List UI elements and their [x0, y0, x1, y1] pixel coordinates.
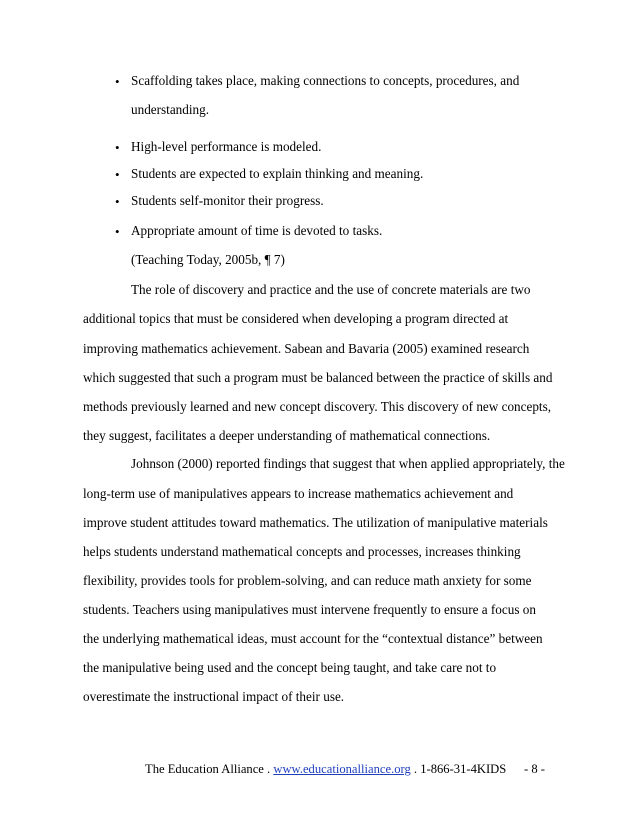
- bullet-text: High-level performance is modeled.: [131, 139, 322, 154]
- bullet-icon: •: [115, 74, 120, 89]
- paragraph-line: overestimate the instructional impact of their use.: [83, 689, 345, 704]
- bullet-icon: •: [115, 167, 120, 182]
- paragraph-line: flexibility, provides tools for problem-solving, and can reduce math anxiety for some: [83, 573, 532, 588]
- paragraph-line: Johnson (2000) reported findings that suggest that when applied appropriately, the: [131, 456, 565, 471]
- paragraph-line: methods previously learned and new concept discovery. This discovery of new concepts,: [83, 399, 552, 414]
- page-number: - 8 -: [524, 762, 545, 776]
- bullet-icon: •: [115, 224, 120, 239]
- paragraph-line: helps students understand mathematical concepts and processes, increases thinking: [83, 544, 521, 559]
- bullet-text: Appropriate amount of time is devoted to tasks.: [131, 223, 383, 238]
- paragraph-line: long-term use of manipulatives appears to increase mathematics achievement and: [83, 486, 514, 501]
- page-footer: [145, 760, 506, 778]
- bullet-text: understanding.: [131, 102, 210, 117]
- paragraph-line: which suggested that such a program must be balanced between the practice of skills and: [83, 370, 553, 385]
- bullet-text: Students self-monitor their progress.: [131, 193, 324, 208]
- footer-website-link[interactable]: www.educationalliance.org: [273, 762, 411, 776]
- citation: (Teaching Today, 2005b, ¶ 7): [131, 252, 285, 267]
- footer-phone: . 1-866-31-4KIDS: [410, 762, 507, 776]
- bullet-icon: •: [115, 140, 120, 155]
- paragraph-line: improve student attitudes toward mathematics. The utilization of manipulative materials: [83, 515, 548, 530]
- paragraph-line: additional topics that must be considered when developing a program directed at: [83, 311, 509, 326]
- bullet-icon: •: [115, 194, 120, 209]
- bullet-text: Students are expected to explain thinking and meaning.: [131, 166, 424, 181]
- paragraph-line: the manipulative being used and the concept being taught, and take care not to: [83, 660, 497, 675]
- paragraph-line: The role of discovery and practice and the use of concrete materials are two: [131, 282, 531, 297]
- footer-org: The Education Alliance .: [145, 762, 274, 776]
- paragraph-line: improving mathematics achievement. Sabean and Bavaria (2005) examined research: [83, 341, 530, 356]
- paragraph-line: the underlying mathematical ideas, must account for the “contextual distance” between: [83, 631, 543, 646]
- paragraph-line: students. Teachers using manipulatives must intervene frequently to ensure a focus on: [83, 602, 536, 617]
- bullet-text: Scaffolding takes place, making connections to concepts, procedures, and: [131, 73, 520, 88]
- paragraph-line: they suggest, facilitates a deeper understanding of mathematical connections.: [83, 428, 491, 443]
